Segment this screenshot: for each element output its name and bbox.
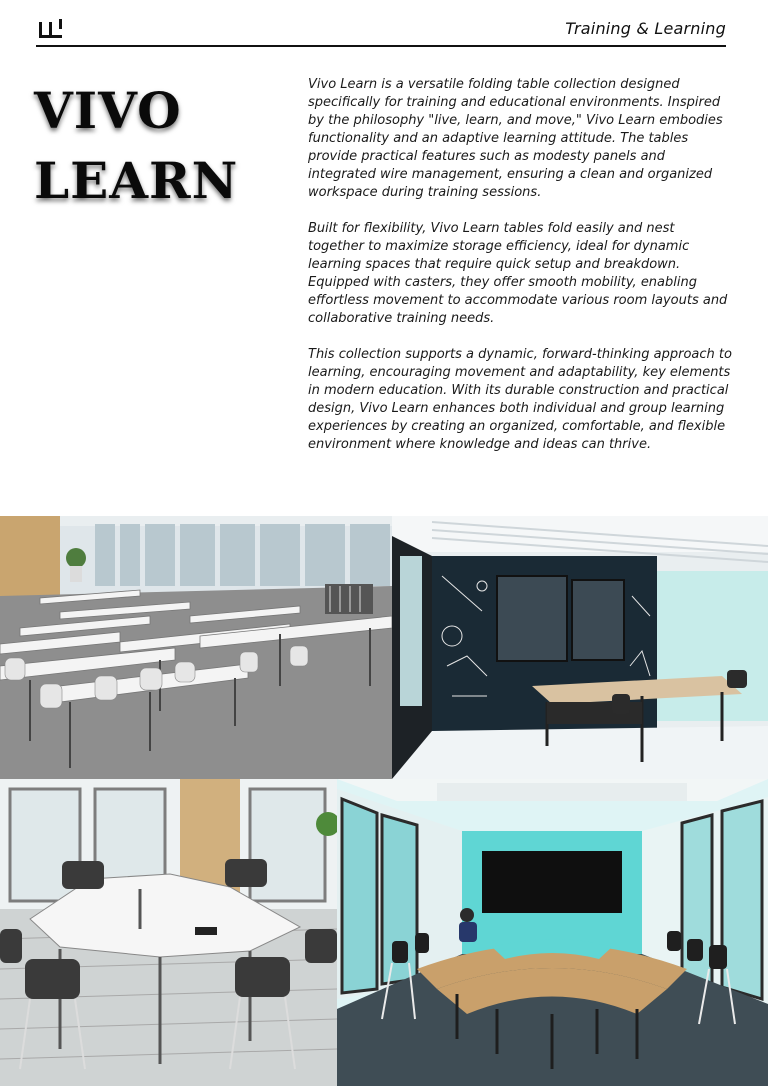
photo-hexagon-tables bbox=[0, 779, 337, 1086]
photo-classroom-rows bbox=[0, 516, 392, 779]
headline-line-2: LEARN bbox=[34, 151, 239, 210]
description-paragraph-2: Built for flexibility, Vivo Learn tables fold easily and nest together to maximize storage efficiency, ideal for dynamic learning spaces that require quick setup and breakdown. Equipped with casters, they offer smooth mobility, enabling effortless movement to accommodate various room layouts and collaborative training needs. bbox=[308, 221, 728, 326]
photo-u-shape-room bbox=[337, 779, 768, 1086]
vivo-logo-icon bbox=[38, 18, 64, 40]
photo-chalkboard-room bbox=[392, 516, 768, 779]
section-title: Training & Learning bbox=[565, 19, 726, 38]
header-divider bbox=[36, 45, 726, 47]
product-description bbox=[308, 76, 732, 472]
description-paragraph-1: Vivo Learn is a versatile folding table collection designed specifically for training and educational environments. Inspired by the philosophy "live, learn, and move," Vivo Learn embodies functionality and an adaptive learning attitude. The tables provide practical features such as modesty panels and integrated wire management, ensuring a clean and organized workspace during training sessions. bbox=[308, 77, 723, 200]
description-paragraph-3: This collection supports a dynamic, forward-thinking approach to learning, encouraging movement and adaptability, key elements in modern education. With its durable construction and practical design, Vivo Learn enhances both individual and group learning experiences by creating an organized, comfortable, and flexible environment where knowledge and ideas can thrive. bbox=[308, 347, 732, 452]
headline-line-1: VIVO bbox=[34, 81, 182, 140]
product-headline bbox=[34, 76, 238, 216]
